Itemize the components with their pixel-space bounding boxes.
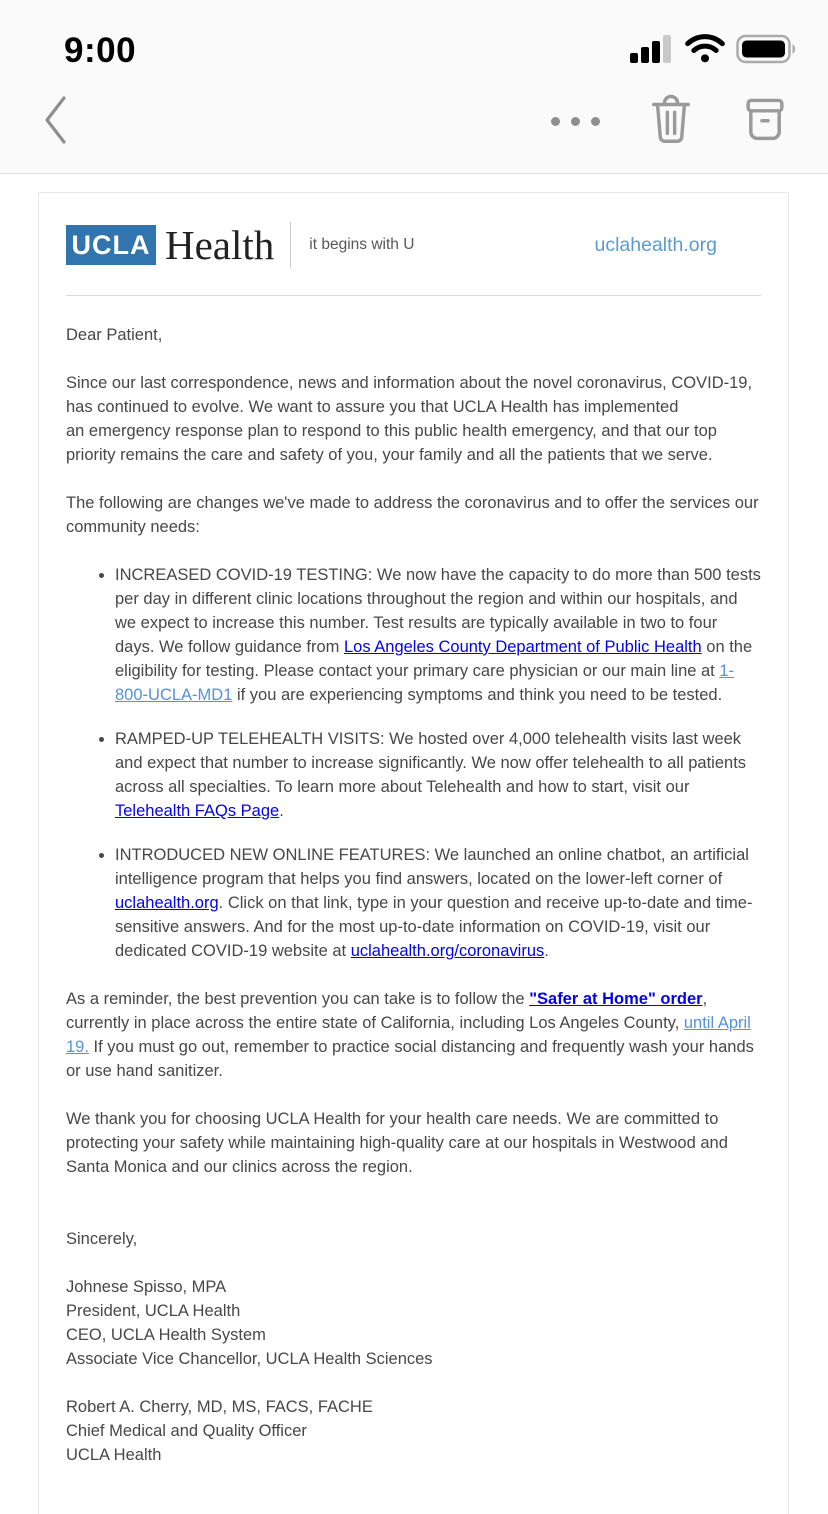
ucla-health-logo <box>66 221 274 269</box>
email-body-card <box>38 192 789 1514</box>
bullet-text: on the eligibility for testing. Please contact your primary care physician or our main line at <box>115 638 753 680</box>
email-brand-header <box>66 221 761 269</box>
list-item-online-features <box>115 843 761 963</box>
signature-title: CEO, UCLA Health System <box>66 1326 266 1344</box>
reminder-paragraph <box>66 987 761 1083</box>
signature-block-2 <box>66 1395 761 1467</box>
salutation: Dear Patient, <box>66 326 163 344</box>
email-letter <box>66 323 761 1467</box>
link-telehealth-faqs[interactable]: Telehealth FAQs Page <box>115 802 280 820</box>
bullet-text: INTRODUCED NEW ONLINE FEATURES: We launched an online chatbot, an artificial intelligence program that helps you find answers, located on the lower-left corner of <box>115 846 749 888</box>
link-safer-at-home-order[interactable]: "Safer at Home" order <box>529 990 703 1008</box>
bullet-text: RAMPED-UP TELEHEALTH VISITS: We hosted over 4,000 telehealth visits last week and expect that number to increase significantly. We now offer telehealth to all patients across all specialties. To learn more about Telehealth and how to start, visit our <box>115 730 747 796</box>
signature-org: UCLA Health <box>66 1446 162 1464</box>
brand-tagline: it begins with U <box>309 236 415 253</box>
email-scroll-area[interactable] <box>0 192 828 1514</box>
ucla-logo-word: Health <box>165 222 275 268</box>
signature-title: Chief Medical and Quality Officer <box>66 1422 307 1440</box>
intro-line1: Since our last correspondence, news and information about the novel coronavirus, COVID-19, has continued to evolve. We want to assure you that UCLA Health has implemented <box>66 374 753 416</box>
status-bar <box>0 0 828 72</box>
top-chrome <box>0 0 828 174</box>
battery-icon <box>736 34 798 69</box>
logo-divider <box>290 222 291 268</box>
uclahealth-org-header-link[interactable]: uclahealth.org <box>594 233 717 256</box>
archive-icon <box>742 95 788 148</box>
bullet-text: if you are experiencing symptoms and think you need to be tested. <box>232 686 723 704</box>
signature-name: Robert A. Cherry, MD, MS, FACS, FACHE <box>66 1398 373 1416</box>
back-button[interactable] <box>42 94 70 149</box>
intro-paragraph <box>66 371 761 467</box>
bullet-text: . Click on that link, type in your question and receive up-to-date and time-sensitive answers. And for the most up-to-date information on COVID-19, visit our dedicated COVID-19 website at <box>115 894 753 960</box>
chevron-left-icon <box>42 94 70 149</box>
reminder-text: If you must go out, remember to practice social distancing and frequently wash your hands or use hand sanitizer. <box>66 1038 754 1080</box>
toolbar-actions <box>551 94 788 149</box>
reminder-text: As a reminder, the best prevention you can take is to follow the <box>66 990 530 1008</box>
list-item-testing <box>115 563 761 707</box>
cellular-signal-icon <box>630 34 674 69</box>
link-uclahealth-org[interactable]: uclahealth.org <box>115 894 219 912</box>
link-phone-number[interactable]: 1-800-UCLA-MD1 <box>115 662 735 704</box>
thanks-paragraph: We thank you for choosing UCLA Health for your health care needs. We are committed to protecting your safety while maintaining high-quality care at our hospitals in Westwood and Santa Monica and our clinics across the region. <box>66 1110 728 1176</box>
changes-intro-paragraph: The following are changes we've made to address the coronavirus and to offer the services our community needs: <box>66 494 759 536</box>
header-divider <box>66 295 761 296</box>
ellipsis-icon <box>551 117 600 126</box>
signature-block-1 <box>66 1275 761 1371</box>
more-button[interactable] <box>551 117 600 126</box>
changes-list <box>66 563 761 963</box>
link-until-april-19[interactable]: until April 19. <box>66 1014 751 1056</box>
status-time: 9:00 <box>64 31 137 70</box>
link-uclahealth-coronavirus[interactable]: uclahealth.org/coronavirus <box>350 942 545 960</box>
reminder-text: , currently in place across the entire state of California, including Los Angeles County, <box>66 990 708 1032</box>
ucla-logo-mark: UCLA <box>66 225 156 265</box>
archive-button[interactable] <box>742 95 788 148</box>
list-item-telehealth <box>115 727 761 823</box>
bullet-text: . <box>544 942 549 960</box>
intro-line2: an emergency response plan to respond to this public health emergency, and that our top priority remains the care and safety of you, your family and all the patients that we serve. <box>66 422 717 464</box>
link-la-county-public-health[interactable]: Los Angeles County Department of Public Health <box>343 638 702 656</box>
closing: Sincerely, <box>66 1230 138 1248</box>
bullet-text: . <box>279 802 284 820</box>
mail-toolbar <box>0 72 828 149</box>
signature-title: Associate Vice Chancellor, UCLA Health Sciences <box>66 1350 433 1368</box>
delete-button[interactable] <box>648 94 694 149</box>
signature-name: Johnese Spisso, MPA <box>66 1278 227 1296</box>
status-icons <box>630 34 798 69</box>
signature-title: President, UCLA Health <box>66 1302 241 1320</box>
bullet-text: INCREASED COVID-19 TESTING: We now have the capacity to do more than 500 tests per day in different clinic locations throughout the region and within our hospitals, and we expect to increase this number. Test results are typically available in two to four days. We follow guidance from <box>115 566 761 656</box>
trash-icon <box>648 94 694 149</box>
wifi-icon <box>684 34 726 69</box>
